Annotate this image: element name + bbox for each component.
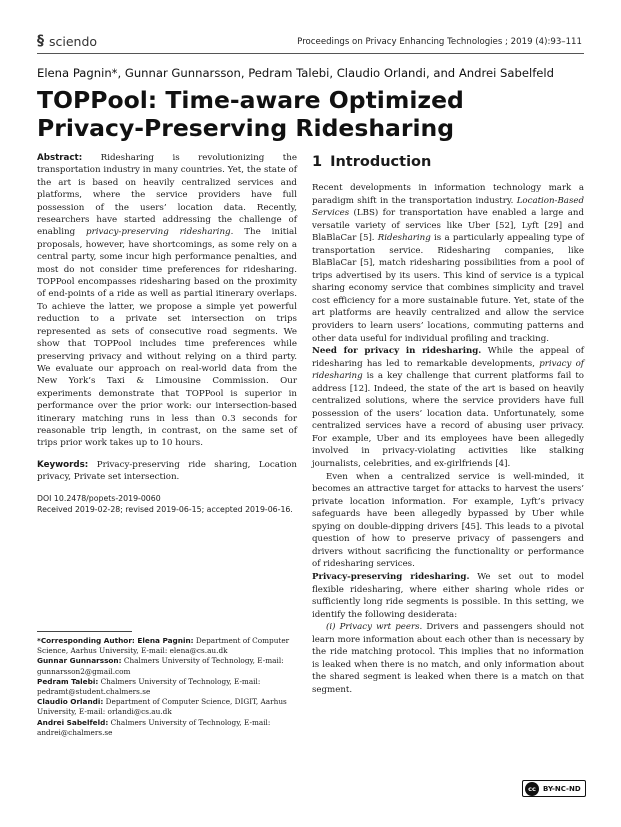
intro-paragraph: Recent developments in information technology mark a paradigm shift in the transportation industry. Location-Based Services (LBS) for transportation have enabled a large and versatile variety of services like Uber [52], Lyft [29] and BlaBlaCar [5]. Ridesharing is a particularly appealing type of transportation service. Ridesharing companies, like BlaBlaCar [5], match ridesharing possibilities from a pool of trips advertised by its users. This kind of service is a typical sharing economy service that combines simplicity and travel cost efficiency for a more sustainable future. Yet, state of the art platforms are heavily centralized and allow the service providers to learn users’ locations, commuting patterns and other data useful for individual profiling and tracking. [312,183,584,344]
paper-title [37,86,464,142]
license-text: BY-NC-ND [543,784,581,793]
privacy-need-paragraph: Need for privacy in ridesharing. While the appeal of ridesharing has led to remarkable developments, privacy of ridesharing is a key challenge that current platforms fail to address [12]. Indeed, the state of the art is based on heavily centralized solutions, where the service providers have full possession of the users’ location data. Unfortunately, some centralized services have a record of abusing user privacy. For example, Uber and its employees have been allegedly involved in privacy-violating activities like stalking journalists, celebrities, and ex-girlfriends [4]. [312,346,584,470]
centralized-paragraph: Even when a centralized service is well-minded, it becomes an attractive target for attacks to harvest the users’ private location information. For example, Lyft’s privacy safeguards have been allegedly bypassed by Uber while spying on double-dipping drivers [45]. This leads to a pivotal question of how to preserve privacy of passengers and drivers without sacrificing the functionality or performance of ridesharing services. [312,471,584,570]
desiderata-paragraph: (i) Privacy wrt peers. Drivers and passengers should not learn more information about each other than is necessary by the ride matching protocol. This implies that no information is leaked when there is no match, and only information about the shared segment is leaked when there is a match on that segment. [312,622,585,695]
publisher-brand [37,33,97,49]
title-line-1: TOPPool: Time-aware Optimized [37,86,464,114]
keywords-label: Keywords: [37,459,89,470]
paragraph-heading: Need for privacy in ridesharing. [312,346,482,357]
abstract-label: Abstract: [37,153,83,163]
brand-name: sciendo [49,33,98,49]
left-column [37,152,297,516]
footnote-rule [37,631,132,632]
cc-license-badge [522,780,586,797]
sciendo-logo-icon: § [37,33,44,49]
header-rule [37,53,584,54]
received-dates: Received 2019-02-28; revised 2019-06-15; accepted 2019-06-16. [37,505,293,515]
author-list: Elena Pagnin*, Gunnar Gunnarsson, Pedram Talebi, Claudio Orlandi, and Andrei Sabelfeld [37,66,555,80]
footnote-item: Andrei Sabelfeld: Chalmers University of Technology, E-mail: andrei@chalmers.se [37,717,271,737]
doi-info [37,493,297,516]
cc-icon: cc [525,782,539,796]
right-column [312,152,584,696]
footnote-item: Gunnar Gunnarsson: Chalmers University of Technology, E-mail: gunnarsson2@gmail.com [37,656,284,676]
ridesharing-paragraph: Privacy-preserving ridesharing. We set out to model flexible ridesharing, where either sharing whole rides or sufficiently long ride segments is possible. In this setting, we identify the following desiderata: [312,571,584,620]
section-heading: 1 Introduction [312,154,432,170]
title-line-2: Privacy-Preserving Ridesharing [37,114,455,142]
doi: DOI 10.2478/popets-2019-0060 [37,493,161,503]
paragraph-heading: Privacy-preserving ridesharing. [312,571,470,582]
abstract: Abstract: Ridesharing is revolutionizing the transportation industry in many countries. Yet, the state of the art is based on heavily centralized services and platforms, where the service providers have full possession of the users’ location data. Recently, researchers have started addressing the challenge of enabling privacy-preserving ridesharing. The initial proposals, however, have shortcomings, as some rely on a central party, some incur high performance penalties, and most do not consider time preferences for ridesharing. TOPPool encompasses ridesharing based on the proximity of end-points of a ride as well as partial itinerary overlaps. To achieve the latter, we propose a simple yet powerful reduction to a private set intersection on trips represented as sets of consecutive road segments. We show that TOPPool includes time preferences while preserving privacy and without relying on a third party. We evaluate our approach on real-world data from the New York’s Taxi & Limousine Commission. Our experiments demonstrate that TOPPool is superior in performance over the prior work: our intersection-based itinerary matching runs in less than 0.3 seconds for reasonable trip length, in contrast, on the same set of trips prior work takes up to 10 hours. [37,153,297,449]
footnote-item: *Corresponding Author: Elena Pagnin: Department of Computer Science, Aarhus University, E-mail: elena@cs.au.dk [37,636,290,656]
journal-header: Proceedings on Privacy Enhancing Technologies ; 2019 (4):93–111 [297,37,582,47]
keywords: Keywords: Privacy-preserving ride sharing, Location privacy, Private set intersection. [37,459,297,483]
footnote-item: Pedram Talebi: Chalmers University of Technology, E-mail: pedramt@student.chalmers.se [37,676,261,697]
footnote-item: Claudio Orlandi: Department of Computer Science, DIGIT, Aarhus University, E-mail: orlandi@cs.au.dk [37,697,287,717]
author-footnotes [37,636,297,738]
